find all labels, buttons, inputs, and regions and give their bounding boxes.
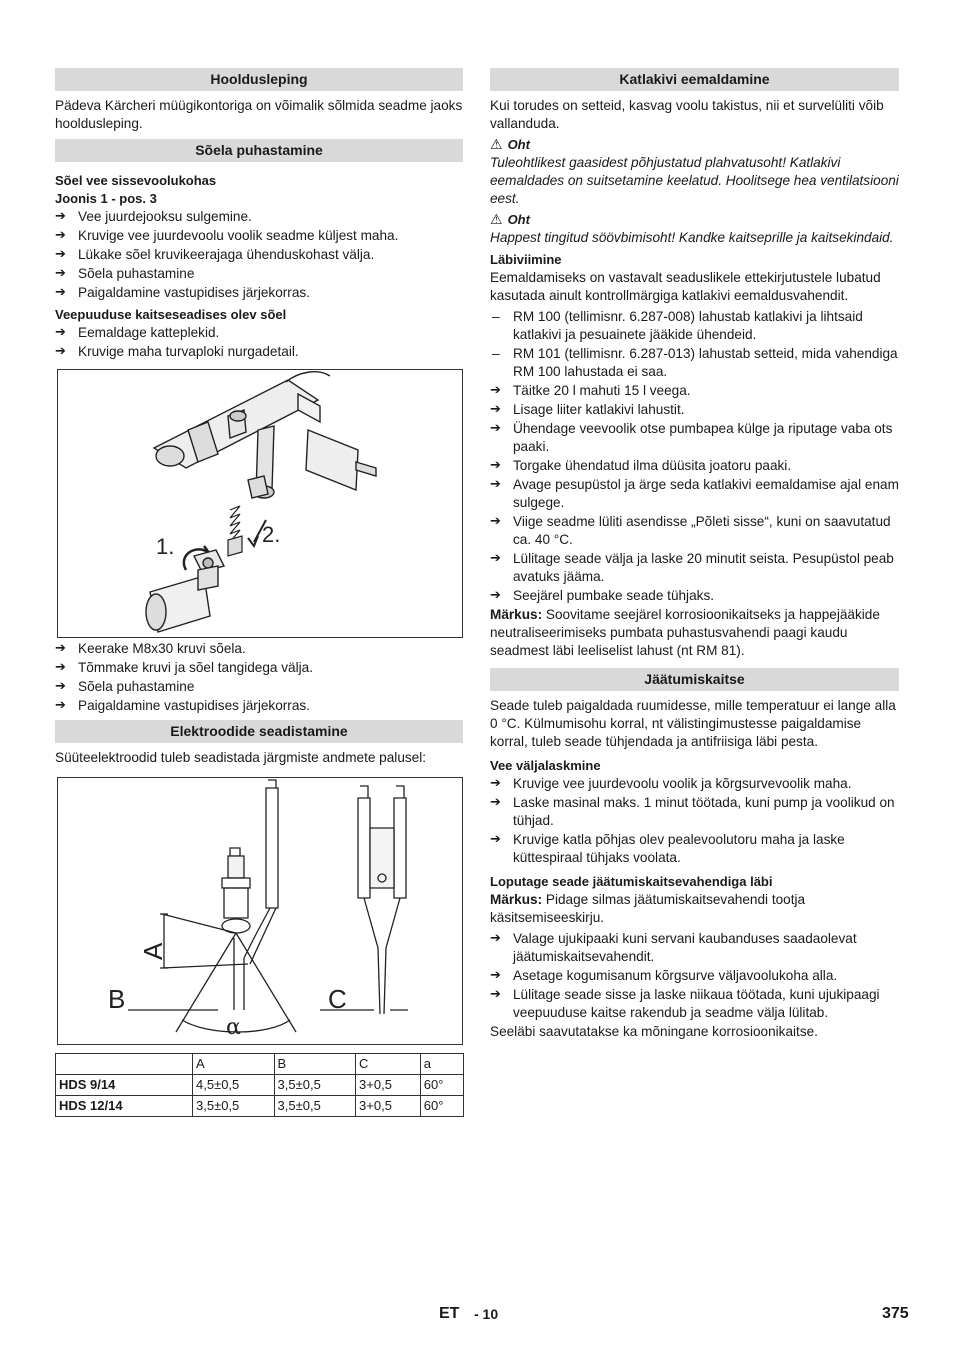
subheading-joonis: Joonis 1 - pos. 3 — [55, 191, 157, 206]
table-row — [56, 1075, 464, 1096]
list-item: ➔ Paigaldamine vastupidises järjekorras. — [55, 697, 463, 715]
warning-title: Oht — [507, 137, 530, 152]
table-cell: 60° — [420, 1096, 463, 1117]
section-header-jaatumiskaitse: Jäätumiskaitse — [490, 668, 899, 691]
note-paragraph-2 — [490, 891, 899, 927]
list-item: ➔ Tõmmake kruvi ja sõel tangidega välja. — [55, 659, 463, 677]
table-cell: C — [356, 1054, 421, 1075]
list-item: ➔ Paigaldamine vastupidises järjekorras. — [55, 284, 463, 302]
list-item: – RM 101 (tellimisnr. 6.287-013) lahustab setteid, mida vahendiga RM 100 lahustada ei saa. — [490, 345, 899, 381]
steps-list-loputage — [490, 930, 899, 1022]
list-item: ➔ Kruvige maha turvaploki nurgadetail. — [55, 343, 463, 361]
footer-page-small: - 10 — [474, 1306, 499, 1322]
warning-heading-1 — [490, 136, 899, 154]
footer-page-number: 375 — [882, 1305, 909, 1322]
list-item: ➔ Seejärel pumbake seade tühjaks. — [490, 587, 899, 605]
list-item: ➔ Lülitage seade sisse ja laske niikaua töötada, kuni ujukipaagi veepuuduse kaitse rakendub ja seadme välja lülitab. — [490, 986, 899, 1022]
list-item: ➔ Sõela puhastamine — [55, 265, 463, 283]
paragraph-final: Seeläbi saavutatakse ka mõningane korrosioonikaitse. — [490, 1024, 818, 1039]
table-row — [56, 1096, 464, 1117]
section-header-elektroodide: Elektroodide seadistamine — [55, 720, 463, 743]
list-item: ➔ Ühendage veevoolik otse pumbapea külge ja riputage vaba ots paaki. — [490, 420, 899, 456]
section-header-katlakivi: Katlakivi eemaldamine — [490, 68, 899, 91]
left-column — [55, 68, 463, 1117]
figure-electrode-settings — [57, 777, 463, 1045]
subheading-vee-valjalaskmine: Vee väljalaskmine — [490, 758, 601, 773]
paragraph-jaatumiskaitse: Seade tuleb paigaldada ruumidesse, mille temperatuur ei lange alla 0 °C. Külmumisohu korral, nt välistingimustesse paigaldamise korral, tuleb seade tühjendada ja antifriisiga läbi pesta. — [490, 698, 896, 749]
list-item: ➔ Kruvige katla põhjas olev pealevoolutoru maha ja laske küttespiraal tühjaks voolata. — [490, 831, 899, 867]
steps-list-valjalaskmine — [490, 775, 899, 867]
dash-list — [490, 308, 899, 381]
list-item: ➔ Kruvige vee juurdevoolu voolik ja kõrgsurvevoolik maha. — [490, 775, 899, 793]
steps-list-katlakivi — [490, 382, 899, 605]
paragraph-hooldusleping: Pädeva Kärcheri müügikontoriga on võimalik sõlmida seadme jaoks hooldusleping. — [55, 98, 463, 131]
paragraph-katlakivi: Kui torudes on setteid, kasvag voolu takistus, nii et survelüliti võib vallanduda. — [490, 98, 884, 131]
list-item: ➔ Täitke 20 l mahuti 15 l veega. — [490, 382, 899, 400]
table-cell: 60° — [420, 1075, 463, 1096]
steps-list-3 — [55, 640, 463, 715]
note-text: Pidage silmas jäätumiskaitsevahendi tootja käsitsemiseeskirju. — [490, 892, 806, 925]
list-item: ➔ Avage pesupüstol ja ärge seda katlakivi eemaldamise ajal enam sulgege. — [490, 476, 899, 512]
list-item: – RM 100 (tellimisnr. 6.287-008) lahustab katlakivi ja lihtsaid katlakivi ja pesuainete jääkide ühendeid. — [490, 308, 899, 344]
paragraph-labiviimine: Eemaldamiseks on vastavalt seaduslikele ettekirjutustele lubatud kasutada ainult kontrollmärgiga katlakivi eemaldusvahendit. — [490, 270, 881, 303]
figure-label-2: 2. — [262, 522, 281, 547]
list-item: ➔ Viige seadme lüliti asendisse „Põleti sisse“, kuni on saavutatud ca. 40 °C. — [490, 513, 899, 549]
table-cell: HDS 9/14 — [56, 1075, 193, 1096]
warning-text-1: Tuleohtlikest gaasidest põhjustatud plahvatusoht! Katlakivi eemaldades on suitsetamine keelatud. Hoolitsege hea ventilatsiooni eest. — [490, 155, 899, 206]
list-item: ➔ Vee juurdejooksu sulgemine. — [55, 208, 463, 226]
list-item: ➔ Kruvige vee juurdevoolu voolik seadme küljest maha. — [55, 227, 463, 245]
note-paragraph-1 — [490, 606, 899, 660]
strainer-illustration — [58, 370, 462, 637]
table-cell: a — [420, 1054, 463, 1075]
table-cell: 4,5±0,5 — [193, 1075, 275, 1096]
right-column — [490, 68, 899, 1044]
electrode-spec-table — [55, 1053, 464, 1117]
list-item: ➔ Laske masinal maks. 1 minut töötada, kuni pump ja voolikud on tühjad. — [490, 794, 899, 830]
table-cell: 3+0,5 — [356, 1075, 421, 1096]
table-cell: 3,5±0,5 — [274, 1096, 356, 1117]
list-item: ➔ Lülitage seade välja ja laske 20 minutit seista. Pesupüstol peab avatuks jääma. — [490, 550, 899, 586]
dimension-label-a: A — [138, 942, 168, 960]
section-header-hooldusleping: Hooldusleping — [55, 68, 463, 91]
subheading-labiviimine: Läbiviimine — [490, 252, 562, 267]
steps-list-1 — [55, 208, 463, 302]
note-text: Soovitame seejärel korrosioonikaitseks ja happejääkide neutraliseerimiseks pumbata puhastusvahendi paagi kaudu seadmest läbi leeliselist lahust (nt RM 81). — [490, 607, 880, 658]
warning-heading-2 — [490, 211, 899, 229]
dimension-label-c: C — [328, 984, 347, 1014]
table-cell: B — [274, 1054, 356, 1075]
table-cell: 3+0,5 — [356, 1096, 421, 1117]
table-header-row — [56, 1054, 464, 1075]
list-item: ➔ Lisage liiter katlakivi lahustit. — [490, 401, 899, 419]
note-label: Märkus: — [490, 892, 543, 907]
subheading-soel-vee-sissevoolukohas: Sõel vee sissevoolukohas — [55, 173, 217, 188]
warning-triangle-icon: ⚠ — [490, 137, 503, 153]
list-item: ➔ Asetage kogumisanum kõrgsurve väljavoolukoha alla. — [490, 967, 899, 985]
section-header-soela-puhastamine: Sõela puhastamine — [55, 139, 463, 162]
list-item: ➔ Sõela puhastamine — [55, 678, 463, 696]
list-item: ➔ Eemaldage katteplekid. — [55, 324, 463, 342]
note-label: Märkus: — [490, 607, 543, 622]
list-item: ➔ Torgake ühendatud ilma düüsita joatoru paaki. — [490, 457, 899, 475]
dimension-label-b: B — [108, 984, 126, 1014]
table-cell: 3,5±0,5 — [193, 1096, 275, 1117]
steps-list-2 — [55, 324, 463, 361]
list-item: ➔ Keerake M8x30 kruvi sõela. — [55, 640, 463, 658]
table-cell: 3,5±0,5 — [274, 1075, 356, 1096]
table-cell — [56, 1054, 193, 1075]
list-item: ➔ Valage ujukipaaki kuni servani kaubanduses saadaolevat jäätumiskaitsevahendit. — [490, 930, 899, 966]
warning-triangle-icon: ⚠ — [490, 212, 503, 228]
warning-title: Oht — [507, 212, 530, 227]
electrode-illustration — [58, 778, 462, 1044]
subheading-veepuuduse: Veepuuduse kaitseseadises olev sõel — [55, 307, 287, 322]
paragraph-elektroodide: Süüteelektroodid tuleb seadistada järgmiste andmete palusel: — [55, 750, 427, 765]
figure-strainer-removal — [57, 369, 463, 638]
table-cell: HDS 12/14 — [56, 1096, 193, 1117]
figure-label-1: 1. — [156, 534, 175, 559]
table-cell: A — [193, 1054, 275, 1075]
warning-text-2: Happest tingitud söövbimisoht! Kandke kaitseprille ja kaitsekindaid. — [490, 230, 894, 245]
dimension-label-alpha: α — [226, 1015, 241, 1040]
subheading-loputage: Loputage seade jäätumiskaitsevahendiga läbi — [490, 874, 773, 889]
list-item: ➔ Lükake sõel kruvikeerajaga ühenduskohast välja. — [55, 246, 463, 264]
footer-language: ET — [439, 1305, 460, 1322]
